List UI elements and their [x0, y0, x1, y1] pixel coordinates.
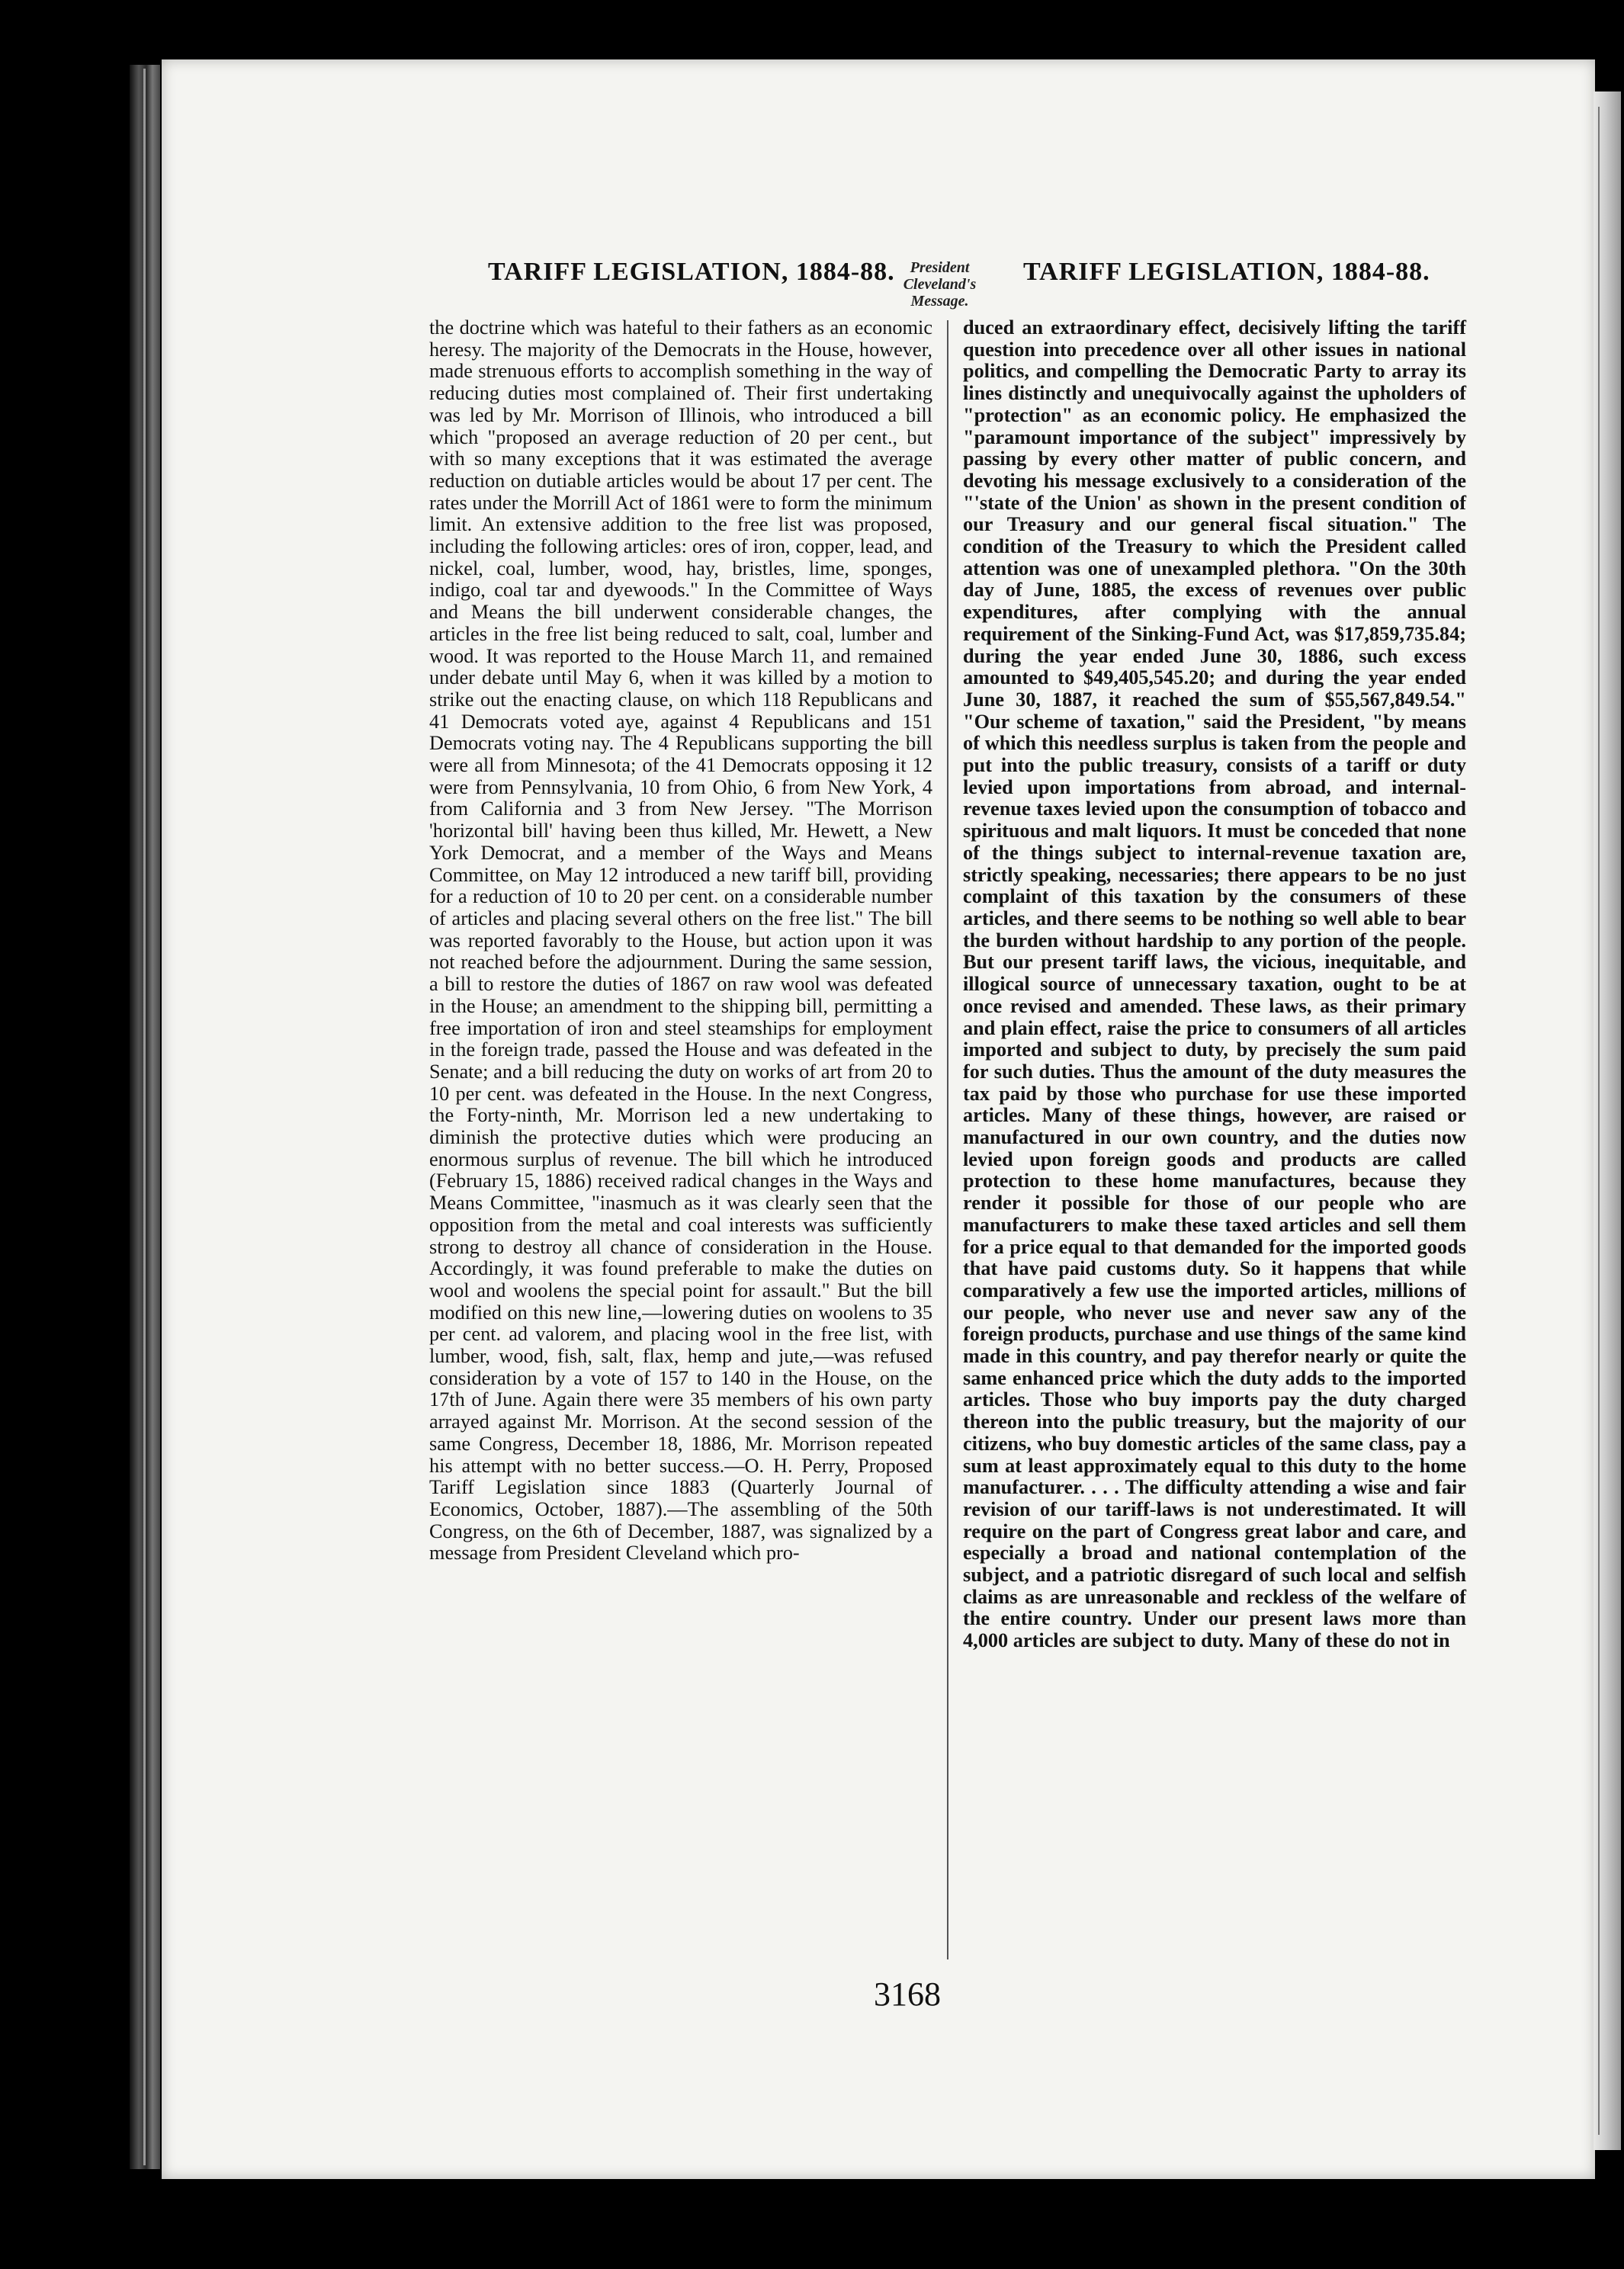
page-number: 3168 [874, 1975, 941, 2013]
right-column-text: duced an extraordinary effect, decisively lifting the tariff question into precedence over all other issues in national politics, and compelling the Democratic Party to array its lines distinctly and unequivocally against the upholders of "protection" as an economic policy. He emphasized the "paramount importance of the subject" impressively by passing by every other matter of public concern, and devoting his message exclusively to a consideration of the "'state of the Union' as shown in the present condition of our Treasury and our general fiscal situation." The condition of the Treasury to which the President called attention was one of unexampled plethora. "On the 30th day of June, 1885, the excess of revenues over public expenditures, after complying with the annual requirement of the Sinking-Fund Act, was $17,859,735.84; during the year ended June 30, 1886, such excess amounted to $49,405,545.20; and during the year ended June 30, 1887, it reached the sum of $55,567,849.54." "Our scheme of taxation," said the President, "by means of which this needless surplus is taken from the people and put into the public treasury, consists of a tariff or duty levied upon importations from abroad, and internal-revenue taxes levied upon the consumption of tobacco and spirituous and malt liquors. It must be conceded that none of the things subject to internal-revenue taxation are, strictly speaking, necessaries; there appears to be no just complaint of this taxation by the consumers of these articles, and there seems to be nothing so well able to bear the burden without hardship to any portion of the people. But our present tariff laws, the vicious, inequitable, and illogical source of unnecessary taxation, ought to be at once revised and amended. These laws, as their primary and plain effect, raise the price to consumers of all articles imported and subject to duty, by precisely the sum paid for such duties. Thus the amount of the duty measures the tax paid by those who purchase for use these imported articles. Many of these things, however, are raised or manufactured in our own country, and the duties now levied upon foreign goods and products are called protection to these home manufactures, because they render it possible for those of our people who are manufacturers to make these taxed articles and sell them for a price equal to that demanded for the imported goods that have paid customs duty. So it happens that while comparatively a few use the imported articles, millions of our people, who never use and never saw any of the foreign products, purchase and use things of the same kind made in this country, and pay therefor nearly or quite the same enhanced price which the duty adds to the imported articles. Those who buy imports pay the duty charged thereon into the public treasury, but the majority of our citizens, who buy domestic articles of the same class, pay a sum at least approximately equal to this duty to the home manufacturer. . . . The difficulty attending a wise and fair revision of our tariff-laws is not underestimated. It will require on the part of Congress great labor and care, and especially a broad and national contemplation of the subject, and a patriotic disregard of such local and selfish claims as are unreasonable and reckless of the welfare of the entire country. Under our present laws more than 4,000 articles are subject to duty. Many of these do not in [963, 316, 1466, 1652]
column-divider [947, 320, 948, 1959]
binding-edge-line [143, 69, 146, 2165]
margin-note: President Cleveland's Message. [903, 259, 977, 310]
right-text-column [963, 317, 1466, 1652]
left-column-text: the doctrine which was hateful to their fathers as an economic heresy. The majority of the Democrats in the House, however, made strenuous efforts to accomplish something in the way of reducing duties most complained of. Their first undertaking was led by Mr. Morrison of Illinois, who introduced a bill which "proposed an average reduction of 20 per cent., but with so many exceptions that it was estimated the average reduction on dutiable articles would be about 17 per cent. The rates under the Morrill Act of 1861 were to form the minimum limit. An extensive addition to the free list was proposed, including the following articles: ores of iron, copper, lead, and nickel, coal, lumber, wood, hay, bristles, lime, sponges, indigo, coal tar and dyewoods." In the Committee of Ways and Means the bill underwent considerable changes, the articles in the free list being reduced to salt, coal, lumber and wood. It was reported to the House March 11, and remained under debate until May 6, when it was killed by a motion to strike out the enacting clause, on which 118 Republicans and 41 Democrats voted aye, against 4 Republicans and 151 Democrats voting nay. The 4 Republicans supporting the bill were all from Minnesota; of the 41 Democrats opposing it 12 were from Pennsylvania, 10 from Ohio, 6 from New York, 4 from California and 3 from New Jersey. "The Morrison 'horizontal bill' having been thus killed, Mr. Hewett, a New York Democrat, and a member of the Ways and Means Committee, on May 12 introduced a new tariff bill, providing for a reduction of 10 to 20 per cent. on a considerable number of articles and placing several others on the free list." The bill was reported favorably to the House, but action upon it was not reached before the adjournment. During the same session, a bill to restore the duties of 1867 on raw wool was defeated in the House; an amendment to the shipping bill, permitting a free importation of iron and steel steamships for employment in the foreign trade, passed the House and was defeated in the Senate; and a bill reducing the duty on works of art from 20 to 10 per cent. was defeated in the House. In the next Congress, the Forty-ninth, Mr. Morrison led a new undertaking to diminish the protective duties which were producing an enormous surplus of revenue. The bill which he introduced (February 15, 1886) received radical changes in the Ways and Means Committee, "inasmuch as it was clearly seen that the opposition from the metal and coal interests was sufficiently strong to destroy all chance of consideration in the House. Accordingly, it was found preferable to make the duties on wool and woolens the special point for assault." But the bill modified on this new line,—lowering duties on woolens to 35 per cent. ad valorem, and placing wool in the free list, with lumber, wood, fish, salt, flax, hemp and jute,—was refused consideration by a vote of 157 to 140 in the House, on the 17th of June. Again there were 35 members of his own party arrayed against Mr. Morrison. At the second session of the same Congress, December 18, 1886, Mr. Morrison repeated his attempt with no better success.—O. H. Perry, Proposed Tariff Legislation since 1883 (Quarterly Journal of Economics, October, 1887).—The assembling of the 50th Congress, on the 6th of December, 1887, was signalized by a message from President Cleveland which pro- [429, 316, 932, 1565]
page-edge-line [1598, 107, 1600, 2135]
running-head-left: TARIFF LEGISLATION, 1884-88. [488, 258, 895, 286]
left-text-column [429, 317, 932, 1565]
running-head-right: TARIFF LEGISLATION, 1884-88. [1023, 258, 1430, 286]
